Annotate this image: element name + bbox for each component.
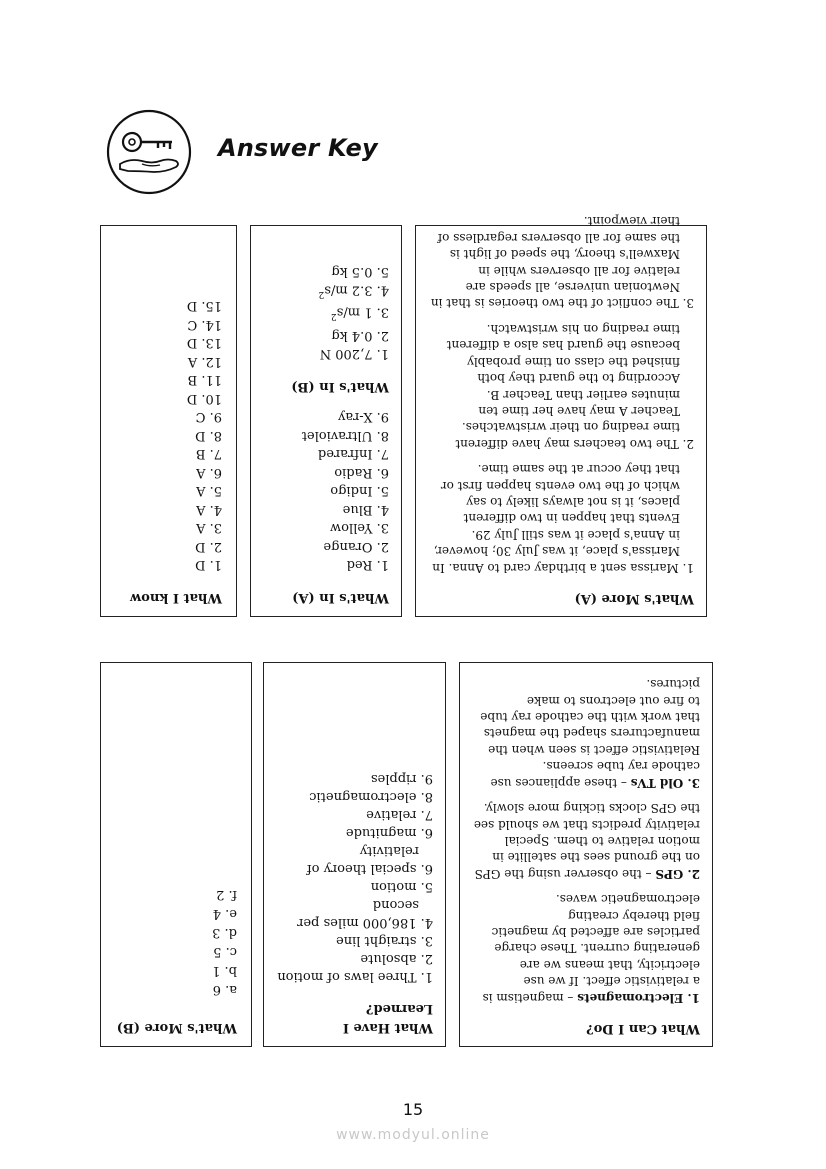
list-item: 5. 0.5 kg bbox=[331, 263, 389, 279]
list-item: 2. absolute bbox=[360, 951, 433, 966]
list-item: 15. D bbox=[186, 298, 222, 314]
list-item: 9. ripples bbox=[370, 771, 433, 786]
answer-paragraph: 2. GPS – the observer using the GPS on the ground sees the satellite in motion relative to them. Special relativity predicts that we should see the GPS clocks ticking more slowly. bbox=[473, 801, 700, 881]
list-item: 7. B bbox=[195, 446, 222, 462]
answer-list bbox=[263, 407, 389, 574]
list-item: 7. Infrared bbox=[317, 446, 389, 462]
answer-list bbox=[113, 886, 237, 1000]
box-title: What's More (A) bbox=[574, 591, 694, 606]
list-item: b. 1 bbox=[212, 963, 237, 979]
list-item: 6. magnitude bbox=[345, 825, 433, 840]
answer-box-what-can-i-do bbox=[459, 662, 713, 1047]
list-item: 3. A bbox=[196, 520, 222, 536]
list-item: 4. A bbox=[196, 502, 222, 517]
list-item: 6. special theory of relativity bbox=[306, 843, 433, 876]
box-title: What I know bbox=[130, 590, 222, 605]
list-item: 1. Three laws of motion bbox=[277, 969, 433, 984]
list-item: c. 5 bbox=[213, 944, 237, 960]
list-item: 1. 7,200 N bbox=[319, 346, 389, 362]
list-item: 1. D bbox=[195, 557, 222, 573]
answer-list bbox=[263, 261, 389, 362]
answer-box-whats-more-b bbox=[100, 662, 252, 1047]
list-item: 3. Yellow bbox=[330, 520, 389, 536]
answer-box-whats-in bbox=[250, 225, 402, 617]
answer-list bbox=[276, 769, 433, 985]
list-item: 12. A bbox=[187, 354, 222, 369]
key-in-hand-logo bbox=[106, 109, 192, 195]
list-item: e. 4 bbox=[212, 906, 237, 922]
list-item: a. 6 bbox=[212, 982, 237, 998]
page-number: 15 bbox=[402, 1100, 424, 1119]
box-title: What's More (B) bbox=[116, 1020, 237, 1035]
list-item: 10. D bbox=[186, 391, 222, 406]
list-item: 6. Radio bbox=[334, 465, 389, 480]
answer-paragraph: 3. Old TVs – these appliances use cathode ray tube screens. Relativistic effect is seen when the manufacturers shaped the magnets that work with the cathode ray tube to fire out electrons to make pictures. bbox=[480, 677, 700, 790]
list-item: 4. 3.2 $m/s^2$ bbox=[318, 282, 389, 299]
list-item: 2. D bbox=[195, 539, 222, 554]
answer-paragraph: 1. Marissa sent a birthday card to Anna. In Marissa's place, it was July 30; however, in Anna's place it was still July 29. Events that happen in two different places, it is not always likely to say which of the two events happen first or that they occur at the same time. bbox=[432, 462, 694, 575]
answer-list bbox=[113, 296, 222, 574]
watermark: www.modyul.online bbox=[336, 1127, 490, 1143]
list-item: 2. Orange bbox=[323, 539, 389, 554]
list-item: 6. A bbox=[196, 465, 222, 480]
list-item: 8. D bbox=[195, 428, 222, 443]
list-item: d. 3 bbox=[212, 925, 237, 941]
list-item: 9. C bbox=[195, 409, 222, 425]
list-item: 14. C bbox=[187, 317, 222, 332]
page-title: Answer Key bbox=[218, 134, 378, 162]
box-title: What Have I Learned? bbox=[342, 1001, 433, 1035]
list-item: 5. A bbox=[196, 483, 222, 499]
list-item: 5. Indigo bbox=[330, 483, 389, 499]
answer-paragraph: 1. Electromagnets – magnetism is a relativistic effect. If we use electricity, that means we are generating current. These charge particles are affected by magnetic field thereby creating electromagnetic waves. bbox=[482, 892, 700, 1005]
list-item: 4. Blue bbox=[342, 502, 389, 517]
list-item: 9. X-ray bbox=[337, 409, 389, 425]
answer-box-what-have-i-learned bbox=[263, 662, 446, 1047]
list-item: 11. B bbox=[187, 372, 222, 388]
list-item: 3. 1 $m/s^2$ bbox=[330, 305, 389, 322]
list-item: 4. 186,000 miles per second bbox=[297, 897, 433, 930]
list-item: f. 2 bbox=[216, 887, 237, 903]
list-item: 13. D bbox=[186, 335, 222, 351]
list-item: 1. Red bbox=[346, 557, 389, 573]
list-item: 8. Ultraviolet bbox=[301, 428, 389, 443]
answer-box-what-i-know bbox=[100, 225, 237, 617]
list-item: 2. 0.4 kg bbox=[331, 328, 389, 343]
list-item: 7. relative bbox=[366, 807, 433, 822]
list-item: 3. straight line bbox=[336, 933, 433, 948]
box-title: What Can I Do? bbox=[586, 1021, 700, 1036]
box-title: What's In (B) bbox=[291, 379, 389, 394]
box-title: What's In (A) bbox=[292, 590, 389, 605]
answer-paragraph: 3. The conflict of the two theories is that in Newtonian universe, all speeds are relative for all observers while in Maxwell's theory, the speed of light is the same for all observers regardless of their viewpoint. bbox=[430, 214, 694, 311]
list-item: 8. electromagnetic bbox=[309, 789, 433, 804]
list-item: 5. motion bbox=[370, 879, 433, 894]
answer-paragraph: 2. The two teachers may have different time reading on their wristwatches. Teacher A may have her time ten minutes earlier than Teacher B. According to the guard they both finished the class on time probably because the guard has also a different time reading on his wristwatch. bbox=[446, 321, 694, 451]
answer-box-whats-more-a bbox=[415, 214, 707, 617]
